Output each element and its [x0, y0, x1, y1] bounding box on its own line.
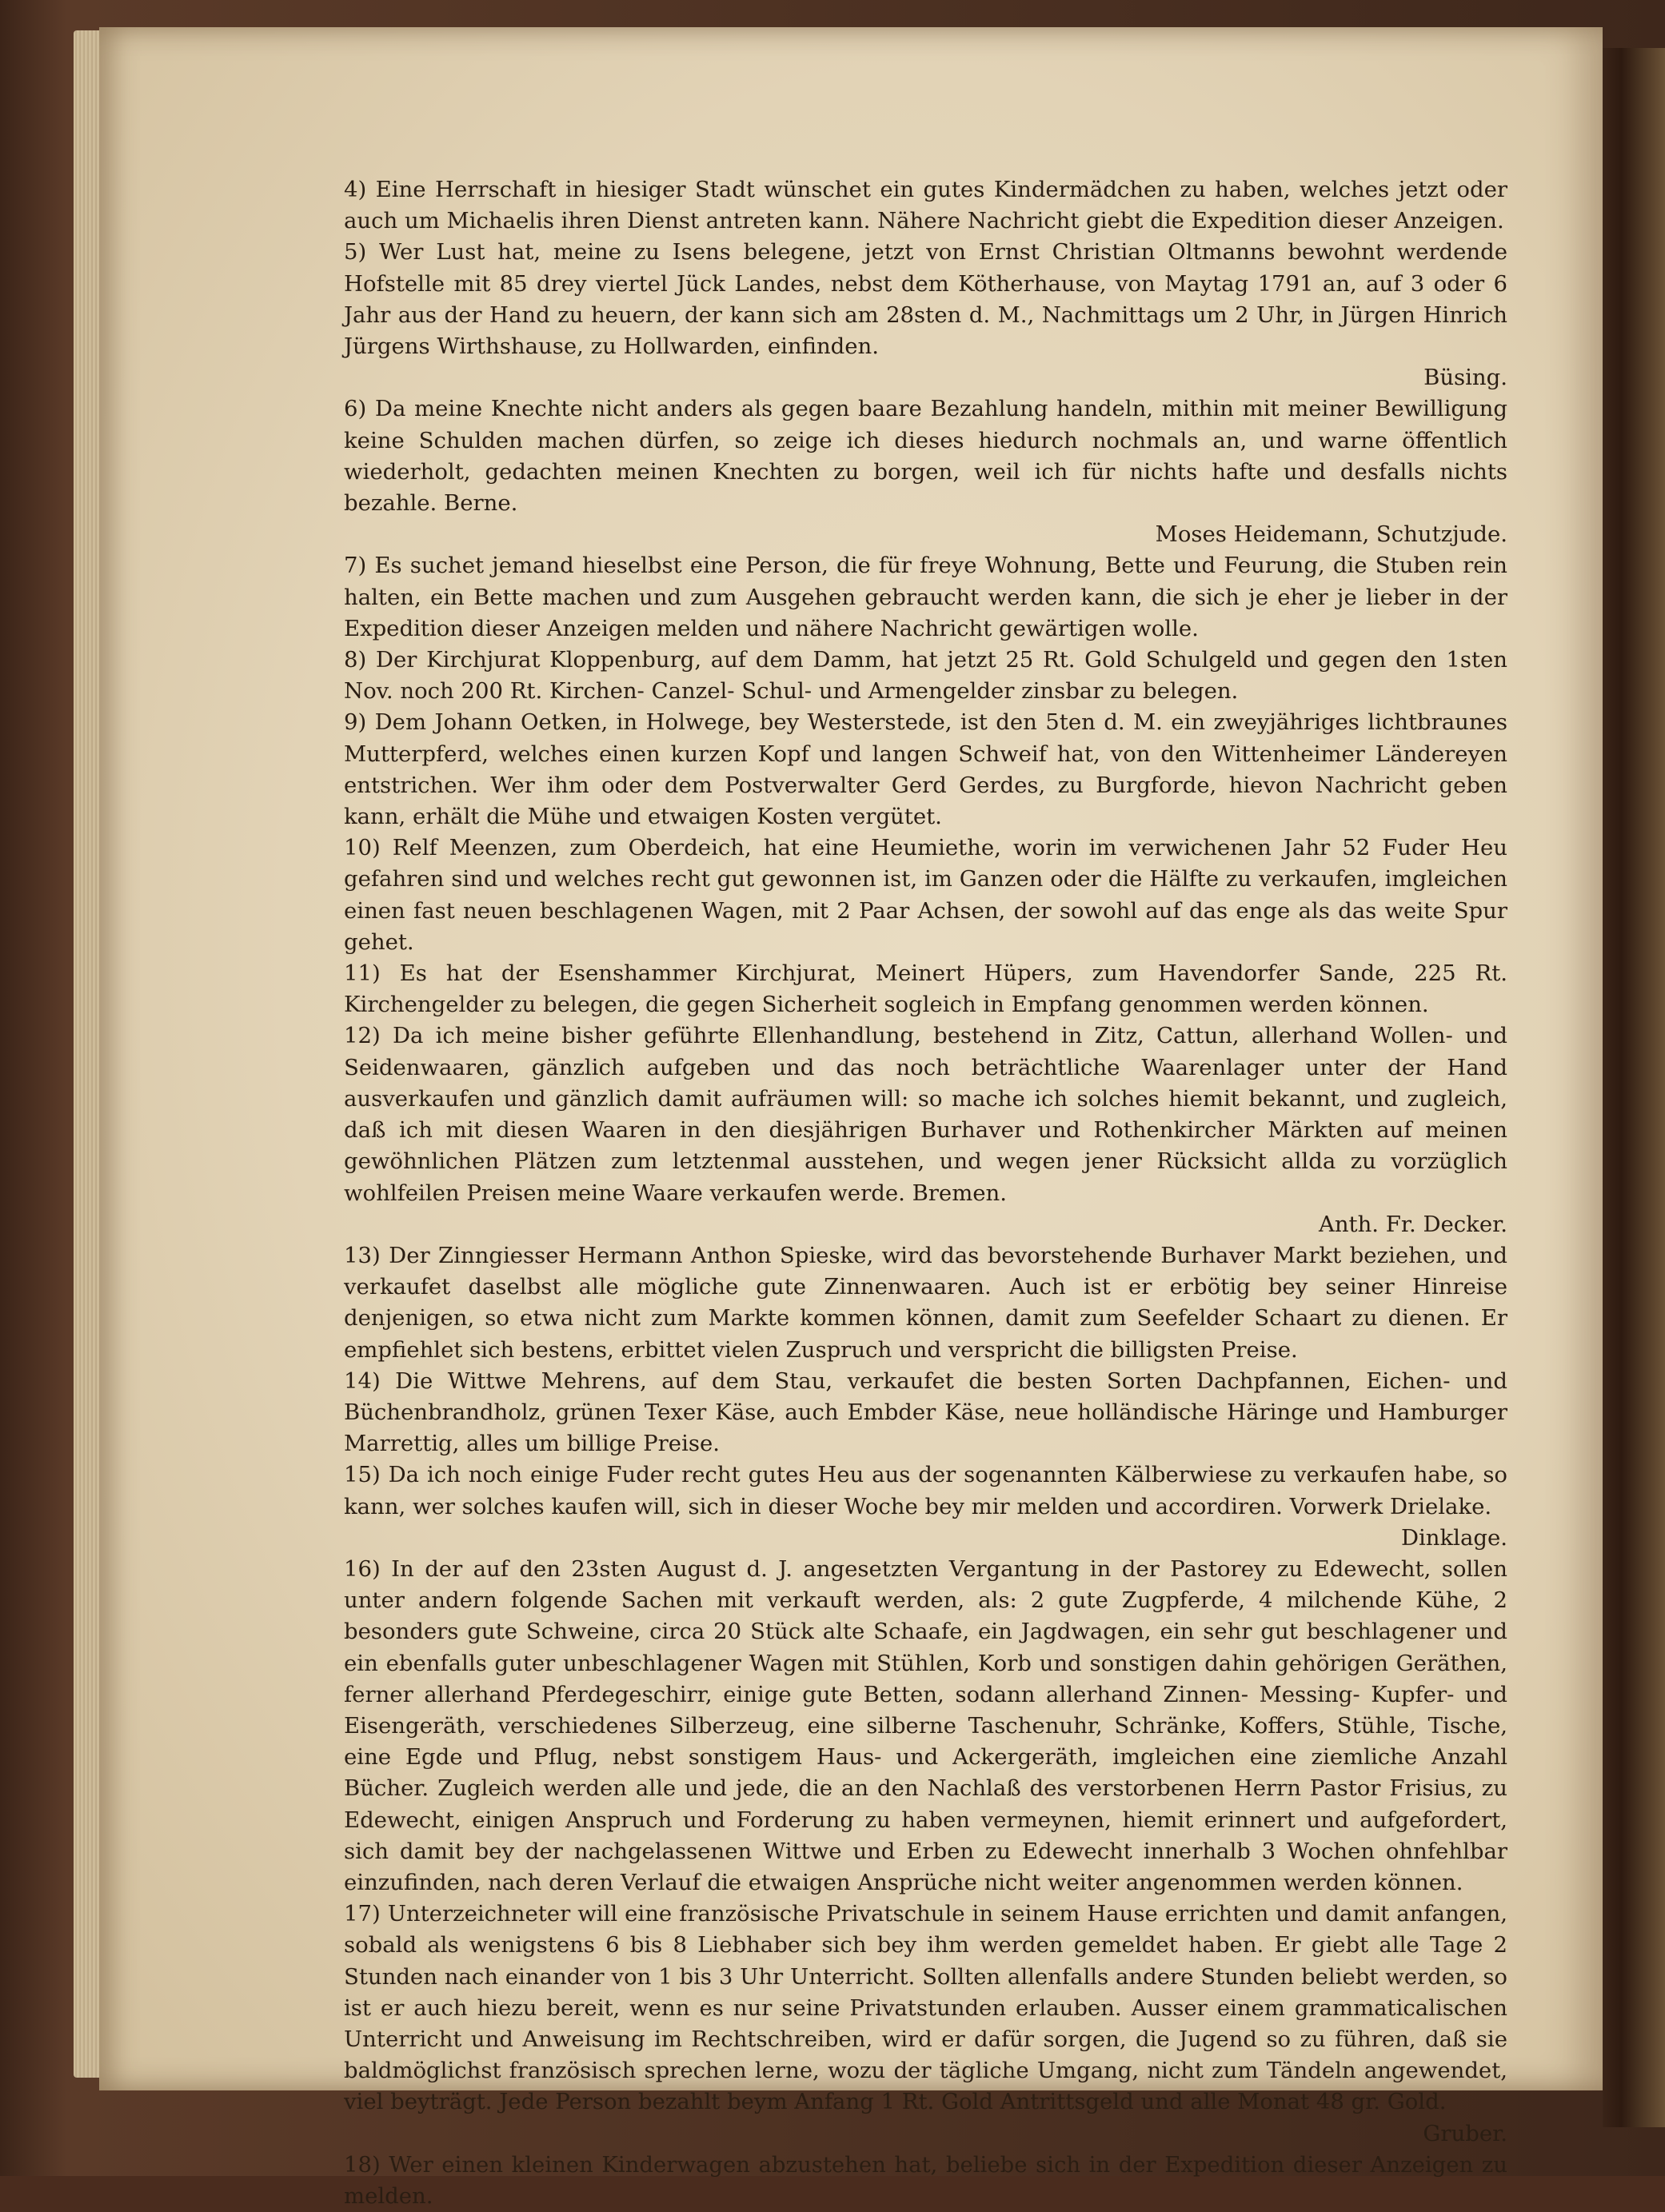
- announcement-5: 5) Wer Lust hat, meine zu Isens belegene, jetzt von Ernst Christian Oltmanns bewohnt werdende Hofstelle mit 85 drey viertel Jück Landes, nebst dem Kötherhause, von Maytag 1791 an, auf 3 oder 6 Jahr aus der Hand zu heuern, der kann sich am 28sten d. M., Nachmittags um 2 Uhr, in Jürgen Hinrich Jürgens Wirthshause, zu Hollwarden, einfinden. Büsing.: [344, 237, 1507, 393]
- signature: Anth. Fr. Decker.: [1318, 1211, 1507, 1237]
- announcement-17: 17) Unterzeichneter will eine französische Privatschule in seinem Hause errichten und damit anfangen, sobald als wenigstens 6 bis 8 Liebhaber sich bey ihm werden gemeldet haben. Er giebt alle Tage 2 Stunden nach einander von 1 bis 3 Uhr Unterricht. Sollten allenfalls andere Stunden beliebt werden, so ist er auch hiezu bereit, wenn es nur seine Privatstunden erlauben. Ausser einem grammaticalischen Unterricht und Anweisung im Rechtschreiben, wird er dafür sorgen, die Jugend so zu führen, daß sie baldmöglichst französisch sprechen lerne, wozu der tägliche Umgang, nicht zum Tändeln angewendet, viel beyträgt. Jede Person bezahlt beym Anfang 1 Rt. Gold Antrittsgeld und alle Monat 48 gr. Gold. Gruber.: [344, 1899, 1507, 2150]
- announcement-4: 4) Eine Herrschaft in hiesiger Stadt wünschet ein gutes Kindermädchen zu haben, welches jetzt oder auch um Michaelis ihren Dienst antreten kann. Nähere Nachricht giebt die Expedition dieser Anzeigen.: [344, 177, 1507, 234]
- announcement-6: 6) Da meine Knechte nicht anders als gegen baare Bezahlung handeln, mithin mit meiner Bewilligung keine Schulden machen dürfen, so zeige ich dieses hiedurch nochmals an, und warne öffentlich wiederholt, gedachten meinen Knechten zu borgen, weil ich für nichts hafte und desfalls nichts bezahle. Berne. Moses Heidemann, Schutzjude.: [344, 393, 1507, 550]
- announcement-15: 15) Da ich noch einige Fuder recht gutes Heu aus der sogenannten Kälberwiese zu verkaufen habe, so kann, wer solches kaufen will, sich in dieser Woche bey mir melden und accordiren. Vorwerk Drielake. Dinklage.: [344, 1459, 1507, 1554]
- announcement-14: 14) Die Wittwe Mehrens, auf dem Stau, verkaufet die besten Sorten Dachpfannen, Eichen- und Büchenbrandholz, grünen Texer Käse, auch Embder Käse, neue holländische Häringe und Hamburger Marrettig, alles um billige Preise.: [344, 1368, 1507, 1457]
- signature: Gruber.: [1423, 2120, 1507, 2146]
- announcement-7: 7) Es suchet jemand hieselbst eine Person, die für freye Wohnung, Bette und Feurung, die Stuben rein halten, ein Bette machen und zum Ausgehen gebraucht werden kann, die sich je eher je lieber in der Expedition dieser Anzeigen melden und nähere Nachricht gewärtigen wolle.: [344, 553, 1507, 641]
- next-page-edge: [1603, 48, 1665, 2127]
- announcement-10: 10) Relf Meenzen, zum Oberdeich, hat eine Heumiethe, worin im verwichenen Jahr 52 Fuder Heu gefahren sind und welches recht gut gewonnen ist, im Ganzen oder die Hälfte zu verkaufen, imgleichen einen fast neuen beschlagenen Wagen, mit 2 Paar Achsen, der sowohl auf das enge als das weite Spur gehet.: [344, 835, 1507, 955]
- signature: Dinklage.: [1400, 1524, 1507, 1551]
- announcement-12: 12) Da ich meine bisher geführte Ellenhandlung, bestehend in Zitz, Cattun, allerhand Wollen- und Seidenwaaren, gänzlich aufgeben und das noch beträchtliche Waarenlager unter der Hand ausverkaufen und gänzlich damit aufräumen will: so mache ich solches hiemit bekannt, und zugleich, daß ich mit diesen Waaren in den diesjährigen Burhaver und Rothenkircher Märkten auf meinen gewöhnlichen Plätzen zum letztenmal ausstehen, und wegen jener Rücksicht allda zu vorzüglich wohlfeilen Preisen meine Waare verkaufen werde. Bremen. Anth. Fr. Decker.: [344, 1020, 1507, 1240]
- announcement-9: 9) Dem Johann Oetken, in Holwege, bey Westerstede, ist den 5ten d. M. ein zweyjähriges lichtbraunes Mutterpferd, welches einen kurzen Kopf und langen Schweif hat, von den Wittenheimer Ländereyen entstrichen. Wer ihm oder dem Postverwalter Gerd Gerdes, zu Burgforde, hievon Nachricht geben kann, erhält die Mühe und etwaigen Kosten vergütet.: [344, 709, 1507, 830]
- announcement-18: 18) Wer einen kleinen Kinderwagen abzustehen hat, beliebe sich in der Expedition dieser Anzeigen zu melden.: [344, 2151, 1507, 2209]
- signature: Moses Heidemann, Schutzjude.: [1155, 521, 1507, 548]
- announcement-11: 11) Es hat der Esenshammer Kirchjurat, Meinert Hüpers, zum Havendorfer Sande, 225 Rt. Kirchengelder zu belegen, die gegen Sicherheit sogleich in Empfang genommen werden können.: [344, 960, 1507, 1018]
- signature: Büsing.: [1423, 365, 1507, 391]
- announcement-16: 16) In der auf den 23sten August d. J. angesetzten Vergantung in der Pastorey zu Edewecht, sollen unter andern folgende Sachen mit verkauft werden, als: 2 gute Zugpferde, 4 milchende Kühe, 2 besonders gute Schweine, circa 20 Stück alte Schaafe, ein Jagdwagen, ein sehr gut beschlagener und ein ebenfalls guter unbeschlagener Wagen mit Stühlen, Korb und sonstigen dahin gehörigen Geräthen, ferner allerhand Pferdegeschirr, einige gute Betten, sodann allerhand Zinnen- Messing- Kupfer- und Eisengeräth, verschiedenes Silberzeug, eine silberne Taschenuhr, Schränke, Koffers, Stühle, Tische, eine Egde und Pflug, nebst sonstigem Haus- und Ackergeräth, imgleichen eine ziemliche Anzahl Bücher. Zugleich werden alle und jede, die an den Nachlaß des verstorbenen Herrn Pastor Frisius, zu Edewecht, einigen Anspruch und Forderung zu haben vermeynen, hiemit erinnert und aufgefordert, sich damit bey der nachgelassenen Wittwe und Erben zu Edewecht innerhalb 3 Wochen ohnfehlbar einzufinden, nach deren Verlauf die etwaigen Ansprüche nicht weiter angenommen werden können.: [344, 1555, 1507, 1895]
- announcement-13: 13) Der Zinngiesser Hermann Anthon Spieske, wird das bevorstehende Burhaver Markt beziehen, und verkaufet daselbst alle mögliche gute Zinnenwaaren. Auch ist er erbötig bey seiner Hinreise denjenigen, so etwa nicht zum Markte kommen können, damit zum Seefelder Schaart zu dienen. Er empfiehlet sich bestens, erbittet vielen Zuspruch und verspricht die billigsten Preise.: [344, 1242, 1507, 1363]
- announcements-text: [344, 174, 1507, 2212]
- announcement-8: 8) Der Kirchjurat Kloppenburg, auf dem Damm, hat jetzt 25 Rt. Gold Schulgeld und gegen den 1sten Nov. noch 200 Rt. Kirchen- Canzel- Schul- und Armengelder zinsbar zu belegen.: [344, 647, 1507, 705]
